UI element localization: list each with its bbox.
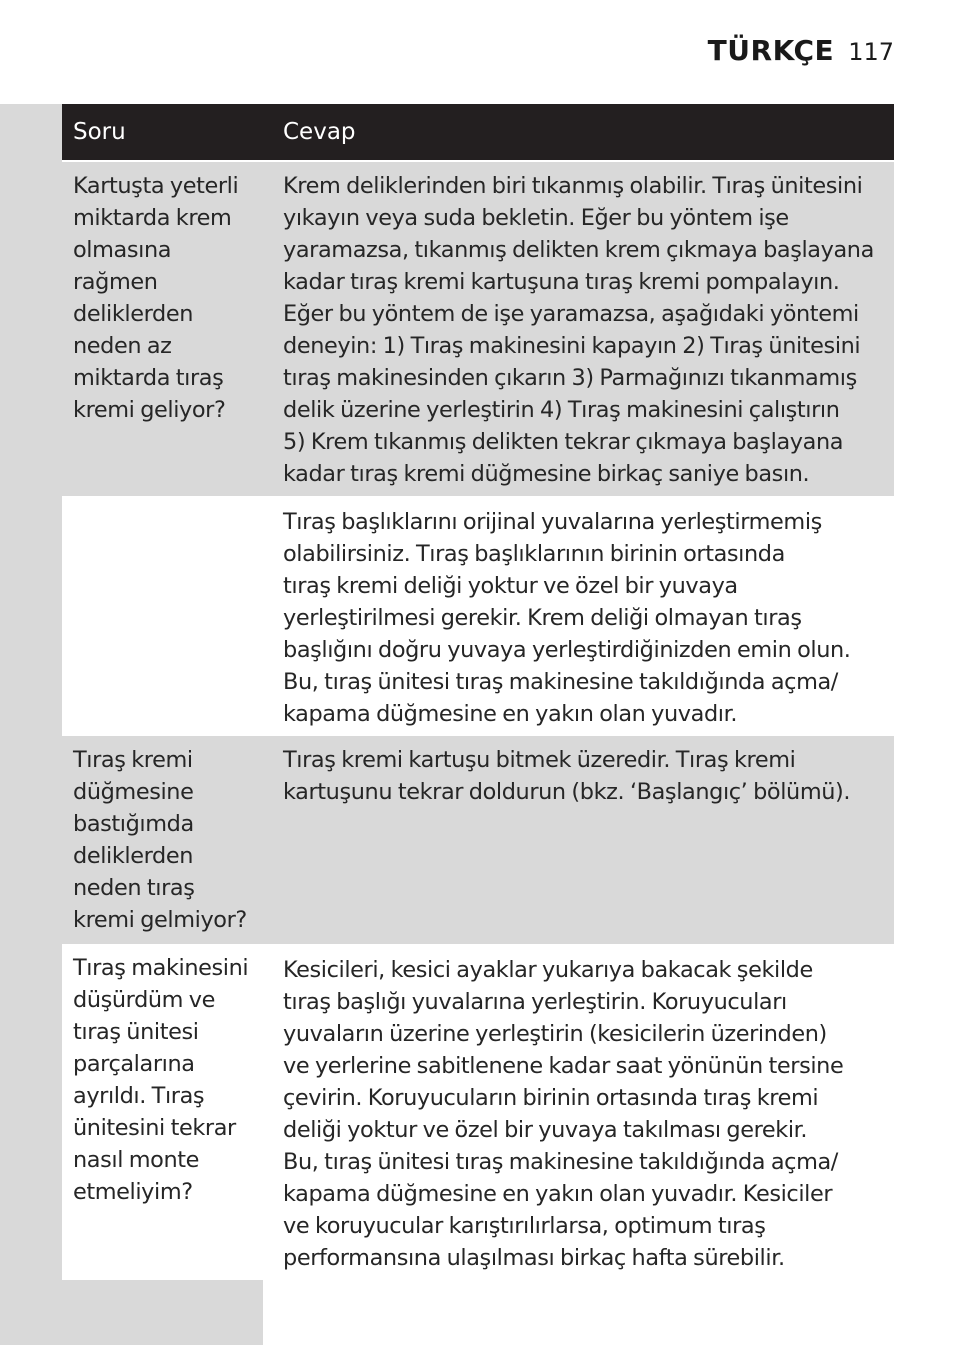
answer-line: kartuşunu tekrar doldurun (bkz. ‘Başlangıç’ bölümü). — [283, 779, 851, 805]
section-title: TÜRKÇE — [707, 34, 835, 67]
question-line: Tıraş makinesini — [73, 955, 249, 981]
answer-line: performansına ulaşılması birkaç hafta sürebilir. — [283, 1245, 785, 1271]
answer-line: kapama düğmesine en yakın olan yuvadır. Kesiciler — [283, 1181, 833, 1207]
question-line: nasıl monte — [73, 1147, 199, 1173]
page-header — [708, 34, 894, 67]
answer-cell — [263, 944, 894, 1280]
answer-line: deneyin: 1) Tıraş makinesini kapayın 2) Tıraş ünitesini — [283, 333, 861, 359]
question-line: olmasına — [73, 237, 172, 263]
answer-line: tıraş makinesinden çıkarın 3) Parmağınızı tıkanmamış — [283, 365, 857, 391]
table-header — [62, 104, 894, 160]
answer-line: deliği yoktur ve özel bir yuvaya takılması gerekir. — [283, 1117, 808, 1143]
answer-line: Krem deliklerinden biri tıkanmış olabilir. Tıraş ünitesini — [283, 173, 863, 199]
question-line: düğmesine — [73, 779, 194, 805]
question-line: kremi gelmiyor? — [73, 907, 247, 933]
faq-table — [62, 104, 894, 1280]
answer-cell — [263, 736, 894, 944]
column-header-question: Soru — [73, 119, 126, 145]
answer-line: kadar tıraş kremi kartuşuna tıraş kremi pompalayın. — [283, 269, 840, 295]
answer-line: Eğer bu yöntem de işe yaramazsa, aşağıdaki yöntemi — [283, 301, 859, 327]
answer-line: Bu, tıraş ünitesi tıraş makinesine takıldığında açma/ — [283, 1149, 838, 1175]
question-line: deliklerden — [73, 843, 193, 869]
question-cell — [62, 944, 263, 1280]
table-row — [62, 736, 894, 944]
answer-line: Tıraş kremi kartuşu bitmek üzeredir. Tıraş kremi — [283, 747, 796, 773]
question-line: neden tıraş — [73, 875, 195, 901]
question-line: ünitesini tekrar — [73, 1115, 236, 1141]
question-cell — [62, 496, 263, 736]
column-header-answer: Cevap — [283, 119, 356, 145]
answer-line: ve yerlerine sabitlenene kadar saat yönünün tersine — [283, 1053, 844, 1079]
table-row — [62, 162, 894, 496]
question-line: miktarda krem — [73, 205, 232, 231]
answer-line: yuvaların üzerine yerleştirin (kesicilerin üzerinden) — [283, 1021, 827, 1047]
question-line: Kartuşta yeterli — [73, 173, 239, 199]
bottom-margin-band — [0, 1278, 263, 1345]
answer-line: kadar tıraş kremi düğmesine birkaç saniye basın. — [283, 461, 810, 487]
answer-line: delik üzerine yerleştirin 4) Tıraş makinesini çalıştırın — [283, 397, 840, 423]
question-line: neden az — [73, 333, 172, 359]
answer-line: 5) Krem tıkanmış delikten tekrar çıkmaya başlayana — [283, 429, 844, 455]
answer-line: yaramazsa, tıkanmış delikten krem çıkmaya başlayana — [283, 237, 874, 263]
answer-line: Tıraş başlıklarını orijinal yuvalarına yerleştirmemiş — [283, 509, 822, 535]
question-line: düşürdüm ve — [73, 987, 216, 1013]
answer-line: tıraş başlığı yuvalarına yerleştirin. Koruyucuları — [283, 989, 787, 1015]
table-row — [62, 496, 894, 736]
question-line: miktarda tıraş — [73, 365, 224, 391]
question-line: bastığımda — [73, 811, 194, 837]
question-line: Tıraş kremi — [73, 747, 193, 773]
question-line: kremi geliyor? — [73, 397, 226, 423]
answer-line: kapama düğmesine en yakın olan yuvadır. — [283, 701, 738, 727]
question-cell — [62, 162, 263, 496]
question-line: tıraş ünitesi — [73, 1019, 199, 1045]
question-cell — [62, 736, 263, 944]
answer-line: olabilirsiniz. Tıraş başlıklarının birinin ortasında — [283, 541, 785, 567]
answer-line: yerleştirilmesi gerekir. Krem deliği olmayan tıraş — [283, 605, 802, 631]
page-number: 117 — [848, 38, 894, 66]
question-line: parçalarına — [73, 1051, 195, 1077]
question-line: etmeliyim? — [73, 1179, 193, 1205]
answer-line: tıraş kremi deliği yoktur ve özel bir yuvaya — [283, 573, 738, 599]
question-line: deliklerden — [73, 301, 193, 327]
answer-line: Kesicileri, kesici ayaklar yukarıya bakacak şekilde — [283, 957, 813, 983]
question-line: rağmen — [73, 269, 158, 295]
answer-line: başlığını doğru yuvaya yerleştirdiğinizden emin olun. — [283, 637, 851, 663]
answer-line: yıkayın veya suda bekletin. Eğer bu yöntem işe — [283, 205, 789, 231]
left-margin-band — [0, 104, 62, 1345]
answer-cell — [263, 162, 894, 496]
answer-line: Bu, tıraş ünitesi tıraş makinesine takıldığında açma/ — [283, 669, 838, 695]
answer-line: çevirin. Koruyucuların birinin ortasında tıraş kremi — [283, 1085, 819, 1111]
table-row — [62, 944, 894, 1280]
answer-line: ve koruyucular karıştırılırlarsa, optimum tıraş — [283, 1213, 766, 1239]
question-line: ayrıldı. Tıraş — [73, 1083, 205, 1109]
answer-cell — [263, 496, 894, 736]
